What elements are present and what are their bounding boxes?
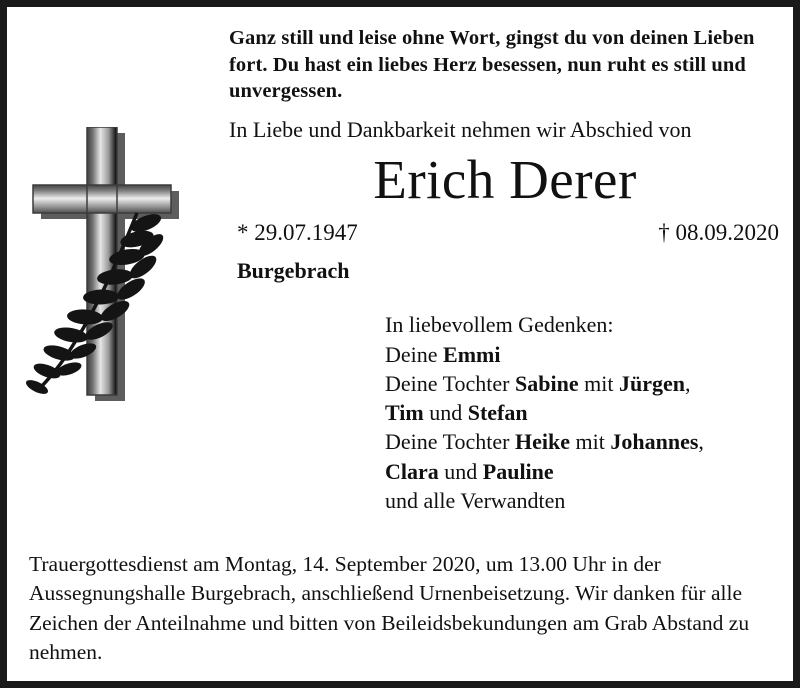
family-line: Deine Emmi bbox=[385, 341, 501, 367]
family-line: und alle Verwandten bbox=[385, 487, 566, 513]
family-line: Tim und Stefan bbox=[385, 400, 528, 426]
intro-text: In Liebe und Dankbarkeit nehmen wir Abschied von bbox=[229, 116, 692, 142]
birth-date: * 29.07.1947 bbox=[237, 220, 358, 246]
place-name: Burgebrach bbox=[237, 258, 350, 284]
family-block bbox=[385, 310, 781, 515]
family-line: Deine Tochter Sabine mit Jürgen, bbox=[385, 370, 691, 396]
family-line: Deine Tochter Heike mit Johannes, bbox=[385, 429, 704, 455]
family-line: Clara und Pauline bbox=[385, 458, 554, 484]
service-details bbox=[29, 550, 775, 667]
deceased-name: Erich Derer bbox=[373, 148, 637, 210]
notice-inner bbox=[7, 7, 793, 681]
family-heading: In liebevollem Gedenken: bbox=[385, 312, 614, 338]
cross-with-laurel-icon bbox=[15, 127, 230, 407]
verse-text: Ganz still und leise ohne Wort, gingst du von deinen Lieben fort. Du hast ein liebes Herz besessen, nun ruht es still und unvergessen. bbox=[229, 27, 755, 103]
notice-text-column bbox=[229, 25, 781, 515]
life-dates bbox=[229, 220, 781, 254]
death-date: † 08.09.2020 bbox=[658, 220, 779, 246]
service-details-text: Trauergottesdienst am Montag, 14. September 2020, um 13.00 Uhr in der Aussegnungshalle Burgebrach, anschließend Urnenbeisetzung. Wir danken für alle Zeichen der Anteilnahme und bitten von Beileidsbekundungen am Grab Abstand zu nehmen. bbox=[29, 552, 750, 664]
